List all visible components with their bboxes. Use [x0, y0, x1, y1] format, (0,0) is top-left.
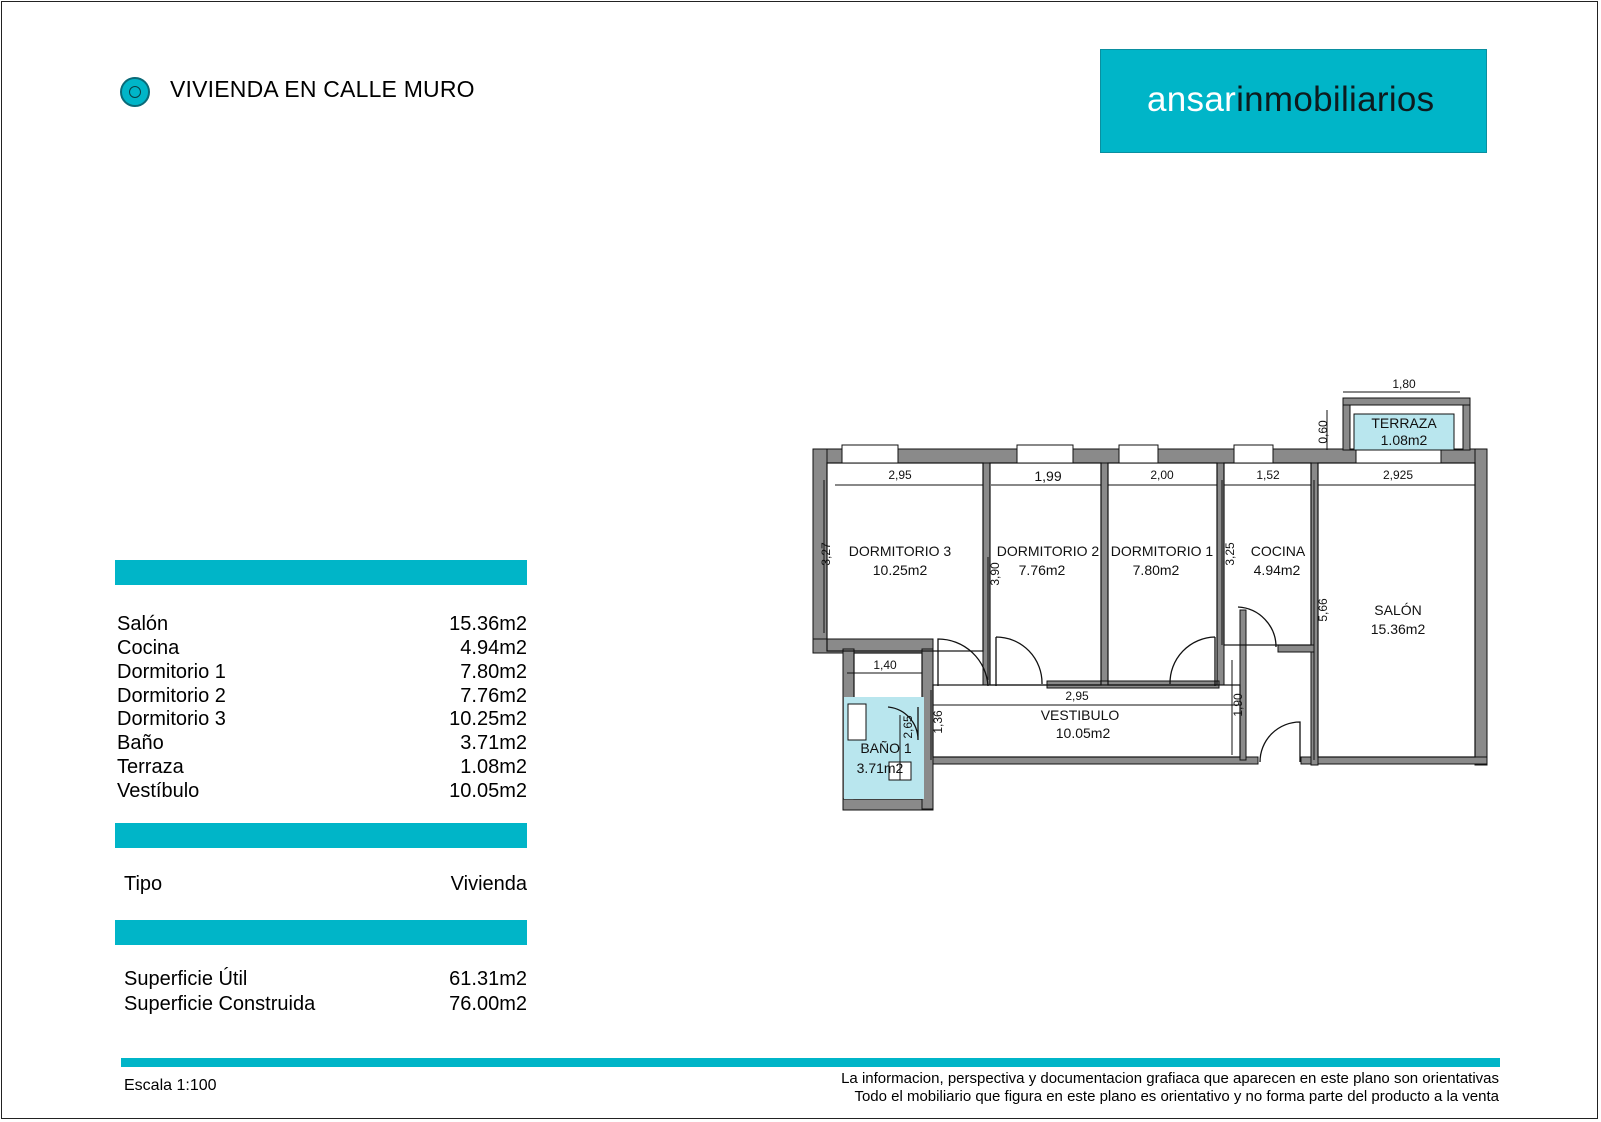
area-label-dormitorio-1: Dormitorio 1: [117, 661, 226, 683]
room-name-dormitorio-1: DORMITORIO 1: [1110, 543, 1214, 559]
bathtub-icon: [848, 704, 866, 740]
room-name-terraza: TERRAZA: [1371, 415, 1437, 431]
dim-salon-depth: 5,66: [1316, 598, 1330, 622]
area-value-dormitorio-3: 10.25m2: [449, 708, 527, 730]
area-label-cocina: Cocina: [117, 637, 180, 659]
dim-cocina-width: 1,52: [1256, 468, 1280, 482]
area-value-vestibulo: 10.05m2: [449, 780, 527, 802]
area-value-cocina: 4.94m2: [460, 637, 527, 659]
disclaimer-line-1: La informacion, perspectiva y documentacion grafiaca que aparecen en este plano son orientativas: [841, 1070, 1499, 1087]
dim-bano-width: 1,40: [873, 658, 897, 672]
dim-vest-right-depth: 1,90: [1231, 693, 1245, 717]
room-area-dormitorio-2: 7.76m2: [1018, 562, 1066, 578]
area-label-terraza: Terraza: [117, 756, 184, 778]
area-label-salon: Salón: [117, 613, 169, 635]
dim-d3-width: 2,95: [888, 468, 912, 482]
room-area-vestibulo: 10.05m2: [1055, 725, 1111, 741]
disclaimer-line-2: Todo el mobiliario que figura en este plano es orientativo y no forma parte del producto a la venta: [854, 1088, 1499, 1105]
dim-d2-width: 1,99: [1034, 468, 1062, 484]
door-entrance-icon: [1260, 722, 1300, 762]
room-name-vestibulo: VESTIBULO: [1040, 707, 1120, 723]
dim-cocina-depth: 3,25: [1223, 542, 1237, 566]
door-dormitorio-2-icon: [996, 637, 1042, 686]
type-value: Vivienda: [450, 873, 527, 895]
area-label-bano: Baño: [117, 732, 164, 754]
door-dormitorio-1-icon: [1170, 637, 1215, 686]
type-label: Tipo: [124, 873, 163, 895]
scale-label: Escala 1:100: [124, 1077, 217, 1094]
surface-util-label: Superficie Útil: [124, 968, 248, 990]
area-label-dormitorio-2: Dormitorio 2: [117, 685, 226, 707]
area-value-dormitorio-2: 7.76m2: [460, 685, 527, 707]
surface-construida-value: 76.00m2: [449, 993, 527, 1015]
room-name-bano: BAÑO 1: [860, 740, 912, 756]
logo-text-inmobiliarios: inmobiliarios: [1236, 80, 1435, 119]
area-value-salon: 15.36m2: [449, 613, 527, 635]
room-name-salon: SALÓN: [1374, 602, 1422, 618]
dim-d2-depth: 3,90: [988, 562, 1002, 586]
dim-d3-depth: 3,27: [819, 542, 833, 566]
logo-text-ansar: ansar: [1147, 80, 1237, 119]
room-area-dormitorio-3: 10.25m2: [872, 562, 928, 578]
dim-terraza-depth: 0,60: [1316, 420, 1330, 444]
area-label-vestibulo: Vestíbulo: [117, 780, 200, 802]
room-name-dormitorio-3: DORMITORIO 3: [848, 543, 952, 559]
dim-salon-width: 2,925: [1382, 468, 1414, 482]
room-area-bano: 3.71m2: [856, 760, 904, 776]
dim-d1-width: 2,00: [1150, 468, 1174, 482]
disclaimer: [841, 1070, 1499, 1106]
area-value-bano: 3.71m2: [460, 732, 527, 754]
dim-terraza-width: 1,80: [1392, 377, 1416, 391]
page-title: VIVIENDA EN CALLE MURO: [170, 76, 475, 102]
room-area-salon: 15.36m2: [1370, 621, 1426, 637]
room-area-dormitorio-1: 7.80m2: [1132, 562, 1180, 578]
surface-construida-label: Superficie Construida: [124, 993, 316, 1015]
dim-vest-depth: 1,36: [931, 710, 945, 734]
dim-bano-depth: 2,65: [901, 715, 915, 739]
room-area-cocina: 4.94m2: [1253, 562, 1301, 578]
dim-vest-width: 2,95: [1065, 689, 1089, 703]
room-name-cocina: COCINA: [1250, 543, 1306, 559]
room-area-terraza: 1.08m2: [1380, 432, 1428, 448]
area-label-dormitorio-3: Dormitorio 3: [117, 708, 226, 730]
room-name-dormitorio-2: DORMITORIO 2: [996, 543, 1100, 559]
footer-divider: [121, 1058, 1500, 1067]
area-value-terraza: 1.08m2: [460, 756, 527, 778]
area-value-dormitorio-1: 7.80m2: [460, 661, 527, 683]
door-dormitorio-3-icon: [938, 639, 988, 686]
surface-util-value: 61.31m2: [449, 968, 527, 990]
